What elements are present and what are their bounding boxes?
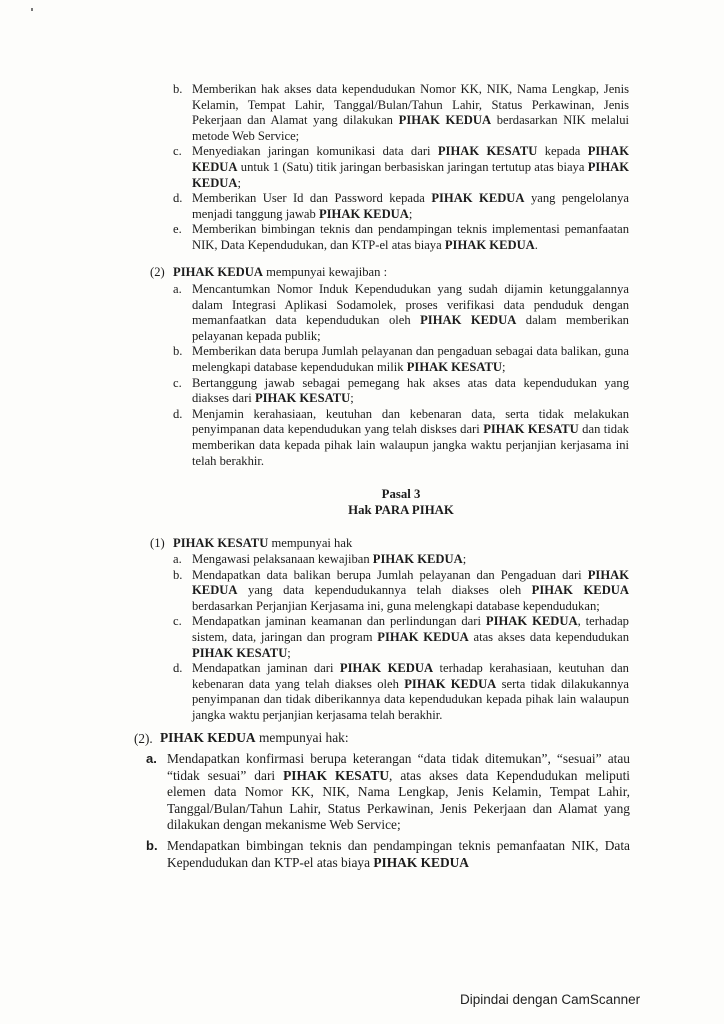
party-name: PIHAK KEDUA: [192, 144, 629, 174]
party-name: PIHAK KESATU: [283, 767, 390, 783]
list-marker: d.: [173, 191, 183, 206]
text-run: Mencantumkan Nomor Induk Kependudukan yang sudah dijamin ketunggalannya dalam Integrasi Aplikasi Sodamolek, proses verifikasi data penduduk dengan memanfaatkan data kependudukan oleh: [192, 282, 629, 328]
text-run: Mendapatkan data balikan berupa Jumlah pelayanan dan Pengaduan dari: [192, 567, 588, 582]
camscanner-watermark: Dipindai dengan CamScanner: [460, 992, 641, 1007]
list-marker: d.: [173, 406, 183, 421]
list-item-text: [192, 82, 629, 144]
party-name: PIHAK KEDUA: [377, 629, 469, 644]
text-run: mempunyai hak: [268, 536, 353, 550]
text-run: ;: [350, 391, 354, 406]
list-item-text: [192, 191, 629, 222]
party-name: PIHAK KEDUA: [485, 614, 578, 629]
intro-text: [173, 265, 629, 281]
list-item-text: [192, 282, 629, 344]
list-item-text: [192, 144, 629, 191]
part-1-marker: (1): [150, 536, 165, 550]
list-item: [173, 282, 629, 344]
list-marker: a.: [173, 282, 182, 296]
list-marker: a.: [173, 552, 182, 566]
part-2-marker: (2).: [134, 731, 153, 746]
party-name: PIHAK KESATU: [406, 359, 503, 374]
scan-speck: [31, 8, 33, 11]
list-item: [173, 552, 629, 568]
list-marker: c.: [173, 375, 182, 390]
list-marker: b.: [173, 567, 183, 582]
text-run: , terhadap sistem, data, jaringan dan program: [192, 614, 629, 644]
text-run: serta tidak dilakukannya penyimpanan dan tidak diberikannya data kependudukan kepada pihak lain walaupun jangka waktu perjanjian kerjasama telah berakhir.: [192, 676, 629, 722]
party-name: PIHAK KESATU: [173, 536, 269, 550]
list-item: [173, 661, 629, 723]
list-item: [173, 614, 629, 661]
list-item: [173, 376, 629, 407]
part-2-intro: [160, 730, 630, 747]
party-name: PIHAK KEDUA: [398, 113, 492, 128]
part-1-intro: [173, 536, 629, 552]
list-item: [146, 838, 630, 871]
list-item-text: [167, 751, 630, 834]
intro-text: [173, 536, 629, 552]
text-run: ;: [502, 359, 506, 374]
party-name: PIHAK KEDUA: [192, 159, 629, 190]
text-run: atas akses data kependudukan: [468, 629, 629, 644]
part-1-list: [173, 552, 629, 724]
text-run: Memberikan User Id dan Password kepada: [192, 191, 432, 206]
text-run: berdasarkan Perjanjian Kerjasama ini, guna melengkapi database kependudukan;: [192, 598, 600, 613]
party-name: PIHAK KEDUA: [192, 567, 629, 598]
party-name: PIHAK KESATU: [437, 144, 538, 159]
list-item-text: [167, 838, 630, 871]
article-subtitle: Hak PARA PIHAK: [348, 502, 454, 517]
text-run: Menyediakan jaringan komunikasi data dari: [192, 144, 438, 159]
list-item: [173, 568, 629, 615]
party-name: PIHAK KEDUA: [173, 265, 263, 279]
intro-text: [160, 730, 630, 747]
text-run: terhadap kerahasiaan, keutuhan dan kebenaran data yang telah diakses oleh: [192, 661, 629, 691]
party-name: PIHAK KEDUA: [373, 854, 469, 870]
party-name: PIHAK KEDUA: [318, 206, 409, 221]
text-run: Menjamin kerahasiaan, keutuhan dan kebenaran data, serta tidak melakukan penyimpanan data kependudukan yang telah diskses dari: [192, 406, 629, 437]
part-2-list: [146, 751, 630, 875]
text-run: mempunyai kewajiban :: [262, 265, 388, 279]
text-run: Mengawasi pelaksanaan kewajiban: [192, 552, 373, 566]
article-title: Pasal 3: [381, 487, 421, 501]
list-item-text: [192, 552, 629, 568]
text-run: Memberikan bimbingan teknis dan pendampingan teknis implementasi pemanfaatan NIK, Data Kependudukan, dan KTP-el atas biaya: [192, 222, 629, 252]
text-run: Mendapatkan bimbingan teknis dan pendampingan teknis pemanfaatan NIK, Data Kependudukan dan KTP-el atas biaya: [167, 837, 630, 870]
party-name: PIHAK KEDUA: [404, 676, 497, 691]
party-name: PIHAK KESATU: [192, 645, 288, 660]
list-item: [173, 222, 629, 253]
list-item-text: [192, 661, 629, 723]
text-run: yang pengelolanya menjadi tanggung jawab: [192, 191, 629, 221]
list-item-text: [192, 614, 629, 661]
text-run: .: [534, 237, 538, 252]
list-item-text: [192, 376, 629, 407]
text-run: ;: [287, 645, 291, 660]
section-2-marker: (2): [150, 265, 165, 279]
list-item-text: [192, 568, 629, 615]
list-item: [173, 82, 629, 144]
party-name: PIHAK KESATU: [254, 391, 351, 406]
list-item: [173, 191, 629, 222]
text-run: ;: [237, 175, 241, 190]
text-run: Mendapatkan konfirmasi berupa keterangan “data tidak ditemukan”, “sesuai” atau “tidak sesuai” dari: [167, 751, 630, 783]
party-name: PIHAK KESATU: [483, 422, 579, 437]
article-list-continued: [173, 82, 629, 254]
list-item-text: [192, 222, 629, 253]
list-item: [173, 344, 629, 375]
list-marker: b.: [173, 344, 183, 359]
article-heading: [173, 487, 629, 519]
list-item: [173, 407, 629, 469]
text-run: Memberikan hak akses data kependudukan Nomor KK, NIK, Nama Lengkap, Jenis Kelamin, Tempat Lahir, Tanggal/Bulan/Tahun Lahir, Status Perkawinan, Jenis Pekerjaan dan Alamat yang dilakukan: [192, 82, 629, 128]
list-item: [173, 144, 629, 191]
list-marker: e.: [173, 222, 182, 237]
party-name: PIHAK KEDUA: [420, 313, 517, 328]
text-run: mempunyai hak:: [255, 730, 349, 745]
text-run: Bertanggung jawab sebagai pemegang hak akses atas data kependudukan yang diakses dari: [192, 375, 629, 406]
list-item: [146, 751, 630, 834]
text-run: Memberikan data berupa Jumlah pelayanan dan pengaduan sebagai data balikan, guna melengkapi database kependudukan milik: [192, 344, 629, 374]
list-item-text: [192, 344, 629, 375]
party-name: PIHAK KEDUA: [444, 237, 535, 252]
text-run: kepada: [537, 144, 588, 159]
list-marker: b.: [146, 837, 158, 853]
party-name: PIHAK KEDUA: [372, 552, 463, 566]
list-item-text: [192, 407, 629, 469]
text-run: dan tidak memberikan data kepada pihak lain walaupun jangka waktu perjanjian kerjasama ini telah berakhir.: [192, 422, 629, 468]
text-run: berdasarkan NIK melalui metode Web Service;: [192, 113, 629, 143]
list-marker: c.: [173, 614, 182, 629]
text-run: , atas akses data Kependudukan meliputi elemen data Nomor KK, NIK, Nama Lengkap, Jenis Kelamin, Tempat Lahir, Tanggal/Bulan/Tahun Lahir, Status Perkawinan, Jenis Pekerjaan dan Alamat yang dilakukan dengan mekanisme Web Service;: [167, 767, 631, 833]
party-name: PIHAK KEDUA: [339, 661, 434, 676]
party-name: PIHAK KEDUA: [160, 730, 256, 745]
section-2-intro: [173, 265, 629, 281]
party-name: PIHAK KEDUA: [531, 583, 629, 598]
text-run: dalam memberikan pelayanan kepada publik;: [192, 313, 629, 343]
text-run: ;: [408, 206, 413, 221]
list-marker: d.: [173, 661, 183, 676]
text-run: Mendapatkan jaminan keamanan dan perlindungan dari: [192, 614, 486, 629]
section-2-list: [173, 282, 629, 469]
party-name: PIHAK KEDUA: [431, 191, 525, 206]
list-marker: c.: [173, 144, 182, 159]
text-run: yang data kependudukannya telah diakses oleh: [237, 583, 532, 598]
text-run: ;: [462, 552, 467, 566]
list-marker: b.: [173, 82, 183, 96]
list-marker: a.: [146, 751, 157, 766]
text-run: Mendapatkan jaminan dari: [192, 661, 340, 676]
text-run: untuk 1 (Satu) titik jaringan berbasiskan jaringan tertutup atas biaya: [237, 159, 588, 174]
